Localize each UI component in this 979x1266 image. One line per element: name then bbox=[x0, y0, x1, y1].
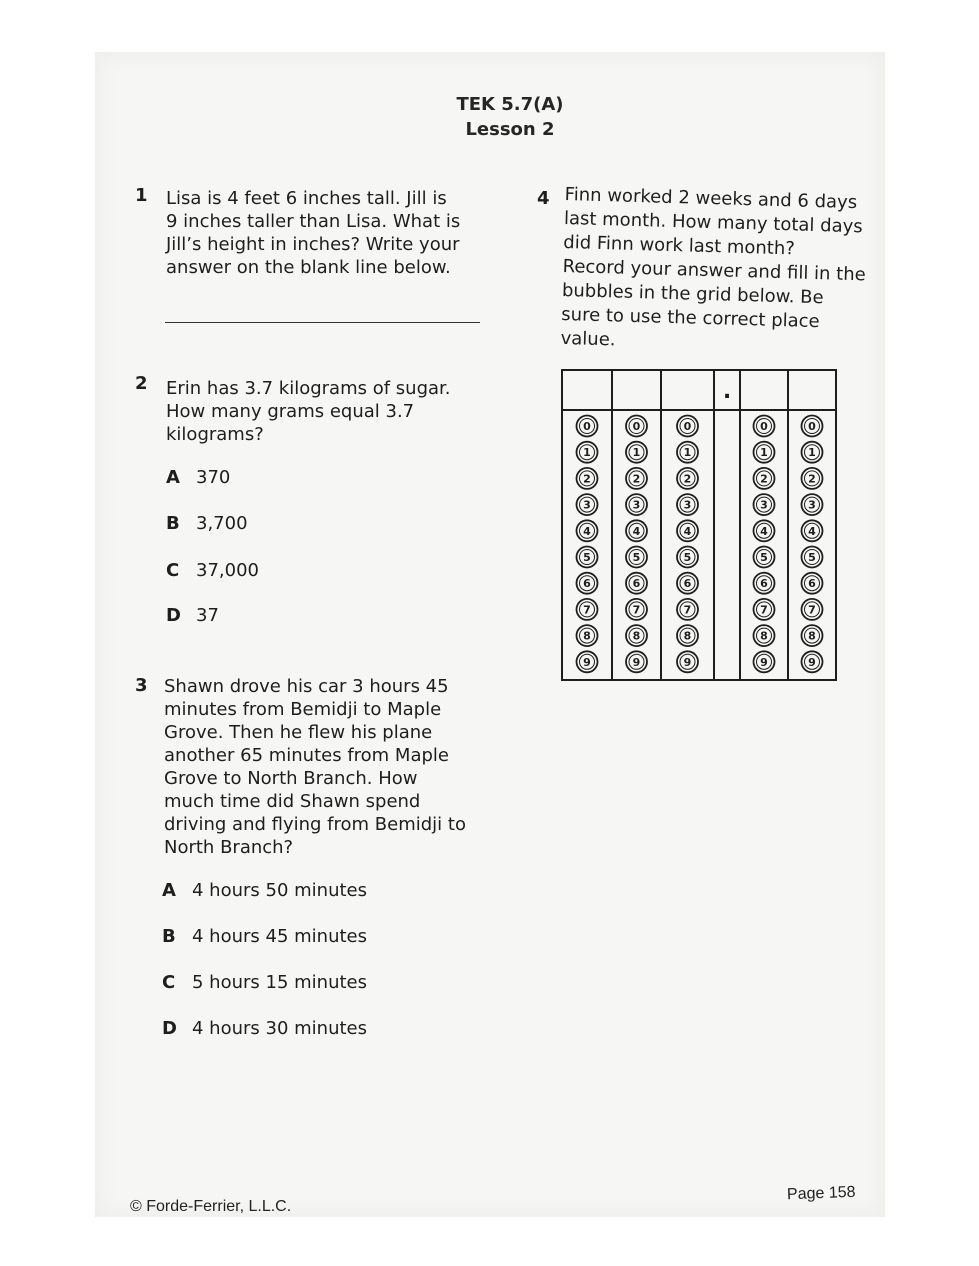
answer-grid-svg bbox=[560, 368, 838, 684]
q1-prompt: Lisa is 4 feet 6 inches tall. Jill is 9 inches taller than Lisa. What is Jill’s height in inches? Write your answer on the blank line below. bbox=[166, 188, 461, 278]
digit-bubble[interactable] bbox=[677, 520, 698, 541]
answer-entry-box[interactable] bbox=[662, 371, 713, 409]
digit-bubble[interactable] bbox=[677, 651, 698, 672]
digit-bubble[interactable] bbox=[626, 468, 647, 489]
digit-bubble[interactable] bbox=[754, 468, 775, 489]
svg-text:2: 2 bbox=[808, 472, 816, 486]
digit-bubble[interactable] bbox=[802, 416, 823, 437]
q2-text bbox=[166, 377, 451, 446]
svg-text:6: 6 bbox=[760, 577, 768, 591]
digit-bubble[interactable] bbox=[802, 651, 823, 672]
digit-bubble[interactable] bbox=[577, 651, 598, 672]
svg-text:9: 9 bbox=[683, 655, 692, 669]
q4-text bbox=[560, 183, 868, 359]
q3-prompt: Shawn drove his car 3 hours 45 minutes from Bemidji to Maple Grove. Then he flew his plane another 65 minutes from Maple Grove to North Branch. How much time did Shawn spend driving and flying from Bemidji to North Branch? bbox=[164, 676, 466, 858]
page-number: Page 158 bbox=[786, 1183, 856, 1204]
q3-choice-c[interactable] bbox=[162, 972, 367, 993]
digit-bubble[interactable] bbox=[802, 625, 823, 646]
answer-entry-box[interactable] bbox=[613, 371, 660, 409]
q1-answer-line[interactable] bbox=[165, 322, 480, 323]
q3-text bbox=[164, 675, 466, 859]
digit-bubble[interactable] bbox=[626, 573, 647, 594]
digit-bubble[interactable] bbox=[754, 442, 775, 463]
choice-letter: C bbox=[166, 560, 180, 581]
q2-choice-b[interactable] bbox=[166, 513, 248, 534]
svg-text:0: 0 bbox=[808, 420, 816, 433]
svg-text:9: 9 bbox=[583, 655, 591, 669]
answer-grid bbox=[560, 368, 838, 684]
svg-text:6: 6 bbox=[583, 577, 591, 591]
svg-text:4: 4 bbox=[583, 524, 591, 538]
svg-text:2: 2 bbox=[683, 472, 692, 486]
q3-choice-a[interactable] bbox=[162, 880, 367, 901]
digit-bubble[interactable] bbox=[754, 651, 775, 672]
digit-bubble[interactable] bbox=[802, 599, 823, 620]
q3-number: 3 bbox=[135, 675, 148, 696]
digit-bubble[interactable] bbox=[677, 599, 698, 620]
q3-choice-b[interactable] bbox=[162, 926, 367, 947]
digit-bubble[interactable] bbox=[577, 494, 598, 515]
svg-text:5: 5 bbox=[583, 551, 591, 564]
svg-text:1: 1 bbox=[583, 446, 591, 460]
digit-bubble[interactable] bbox=[802, 573, 823, 594]
answer-entry-box[interactable] bbox=[741, 371, 787, 409]
svg-text:3: 3 bbox=[683, 498, 692, 512]
svg-text:8: 8 bbox=[632, 629, 641, 643]
digit-bubble[interactable] bbox=[577, 520, 598, 541]
page-header bbox=[0, 92, 979, 142]
choice-letter: B bbox=[166, 513, 180, 534]
svg-text:2: 2 bbox=[632, 472, 641, 486]
svg-text:2: 2 bbox=[583, 472, 591, 486]
choice-letter: A bbox=[162, 880, 176, 901]
digit-bubble[interactable] bbox=[626, 442, 647, 463]
digit-bubble[interactable] bbox=[677, 468, 698, 489]
choice-text: 37 bbox=[196, 605, 219, 626]
choice-text: 5 hours 15 minutes bbox=[192, 972, 367, 993]
digit-bubble[interactable] bbox=[802, 468, 823, 489]
svg-text:7: 7 bbox=[583, 603, 591, 617]
digit-bubble[interactable] bbox=[577, 442, 598, 463]
digit-bubble[interactable] bbox=[626, 416, 647, 437]
lesson-title: Lesson 2 bbox=[465, 119, 555, 140]
digit-bubble[interactable] bbox=[754, 573, 775, 594]
digit-bubble[interactable] bbox=[626, 651, 647, 672]
choice-text: 4 hours 45 minutes bbox=[192, 926, 367, 947]
tek-title: TEK 5.7(A) bbox=[456, 94, 564, 115]
digit-bubble[interactable] bbox=[677, 416, 698, 437]
digit-bubble[interactable] bbox=[626, 494, 647, 515]
svg-text:0: 0 bbox=[632, 420, 641, 433]
svg-text:3: 3 bbox=[632, 498, 641, 512]
svg-text:6: 6 bbox=[808, 577, 816, 591]
svg-text:4: 4 bbox=[683, 524, 692, 538]
svg-text:9: 9 bbox=[808, 655, 816, 669]
svg-text:3: 3 bbox=[760, 498, 768, 512]
svg-text:3: 3 bbox=[583, 498, 591, 512]
q2-choice-a[interactable] bbox=[166, 467, 230, 488]
svg-text:1: 1 bbox=[683, 446, 692, 460]
choice-letter: C bbox=[162, 972, 176, 993]
digit-bubble[interactable] bbox=[577, 573, 598, 594]
q4-number: 4 bbox=[537, 188, 550, 209]
choice-text: 3,700 bbox=[196, 513, 248, 534]
choice-text: 4 hours 50 minutes bbox=[192, 880, 367, 901]
svg-text:6: 6 bbox=[632, 577, 641, 591]
choice-text: 37,000 bbox=[196, 560, 259, 581]
svg-text:0: 0 bbox=[683, 420, 692, 433]
svg-text:1: 1 bbox=[632, 446, 641, 460]
q1-text bbox=[166, 187, 460, 279]
digit-bubble[interactable] bbox=[754, 625, 775, 646]
svg-text:1: 1 bbox=[808, 446, 816, 460]
q4-prompt: Finn worked 2 weeks and 6 days last month. How many total days did Finn work last month? Record your answer and fill in the bubbles in the grid below. Be sure to use the correct place value. bbox=[560, 183, 867, 351]
choice-text: 370 bbox=[196, 467, 231, 488]
digit-bubble[interactable] bbox=[577, 599, 598, 620]
digit-bubble[interactable] bbox=[754, 520, 775, 541]
digit-bubble[interactable] bbox=[754, 416, 775, 437]
digit-bubble[interactable] bbox=[577, 547, 598, 568]
svg-text:9: 9 bbox=[760, 655, 768, 669]
digit-bubble[interactable] bbox=[626, 625, 647, 646]
svg-text:8: 8 bbox=[760, 629, 768, 643]
choice-text: 4 hours 30 minutes bbox=[192, 1018, 367, 1039]
q3-choice-d[interactable] bbox=[162, 1018, 367, 1039]
svg-text:0: 0 bbox=[583, 420, 591, 433]
digit-bubble[interactable] bbox=[802, 520, 823, 541]
svg-text:5: 5 bbox=[808, 551, 816, 564]
answer-entry-box[interactable] bbox=[789, 371, 835, 409]
digit-bubble[interactable] bbox=[677, 442, 698, 463]
q2-choice-c[interactable] bbox=[166, 560, 259, 581]
svg-text:0: 0 bbox=[760, 420, 768, 433]
choice-letter: D bbox=[166, 605, 181, 626]
svg-text:8: 8 bbox=[808, 629, 816, 643]
q2-number: 2 bbox=[135, 373, 148, 394]
answer-entry-box[interactable] bbox=[563, 371, 611, 409]
svg-text:7: 7 bbox=[760, 603, 768, 617]
svg-text:4: 4 bbox=[760, 524, 768, 538]
svg-text:3: 3 bbox=[808, 498, 816, 512]
choice-letter: A bbox=[166, 467, 180, 488]
svg-text:8: 8 bbox=[583, 629, 591, 643]
svg-text:1: 1 bbox=[760, 446, 768, 460]
digit-bubble[interactable] bbox=[677, 547, 698, 568]
digit-bubble[interactable] bbox=[754, 547, 775, 568]
digit-bubble[interactable] bbox=[626, 520, 647, 541]
digit-bubble[interactable] bbox=[626, 599, 647, 620]
choice-letter: D bbox=[162, 1018, 177, 1039]
digit-bubble[interactable] bbox=[677, 573, 698, 594]
digit-bubble[interactable] bbox=[677, 625, 698, 646]
digit-bubble[interactable] bbox=[677, 494, 698, 515]
digit-bubble[interactable] bbox=[802, 547, 823, 568]
copyright: © Forde-Ferrier, L.L.C. bbox=[130, 1198, 292, 1215]
digit-bubble[interactable] bbox=[626, 547, 647, 568]
digit-bubble[interactable] bbox=[802, 494, 823, 515]
digit-bubble[interactable] bbox=[577, 468, 598, 489]
svg-text:7: 7 bbox=[632, 603, 641, 617]
svg-text:4: 4 bbox=[632, 524, 641, 538]
svg-text:7: 7 bbox=[683, 603, 692, 617]
svg-text:6: 6 bbox=[683, 577, 692, 591]
q1-number: 1 bbox=[135, 185, 148, 206]
digit-bubble[interactable] bbox=[577, 416, 598, 437]
decimal-point: . bbox=[722, 379, 732, 404]
svg-text:5: 5 bbox=[632, 551, 641, 564]
choice-letter: B bbox=[162, 926, 176, 947]
svg-text:5: 5 bbox=[760, 551, 768, 564]
q2-prompt: Erin has 3.7 kilograms of sugar. How many grams equal 3.7 kilograms? bbox=[166, 378, 451, 445]
svg-text:8: 8 bbox=[683, 629, 692, 643]
digit-bubble[interactable] bbox=[754, 494, 775, 515]
digit-bubble[interactable] bbox=[754, 599, 775, 620]
digit-bubble[interactable] bbox=[577, 625, 598, 646]
digit-bubble[interactable] bbox=[802, 442, 823, 463]
svg-text:2: 2 bbox=[760, 472, 768, 486]
svg-text:5: 5 bbox=[683, 551, 692, 564]
svg-text:7: 7 bbox=[808, 603, 816, 617]
q2-choice-d[interactable] bbox=[166, 605, 219, 626]
svg-text:4: 4 bbox=[808, 524, 816, 538]
svg-text:9: 9 bbox=[632, 655, 641, 669]
